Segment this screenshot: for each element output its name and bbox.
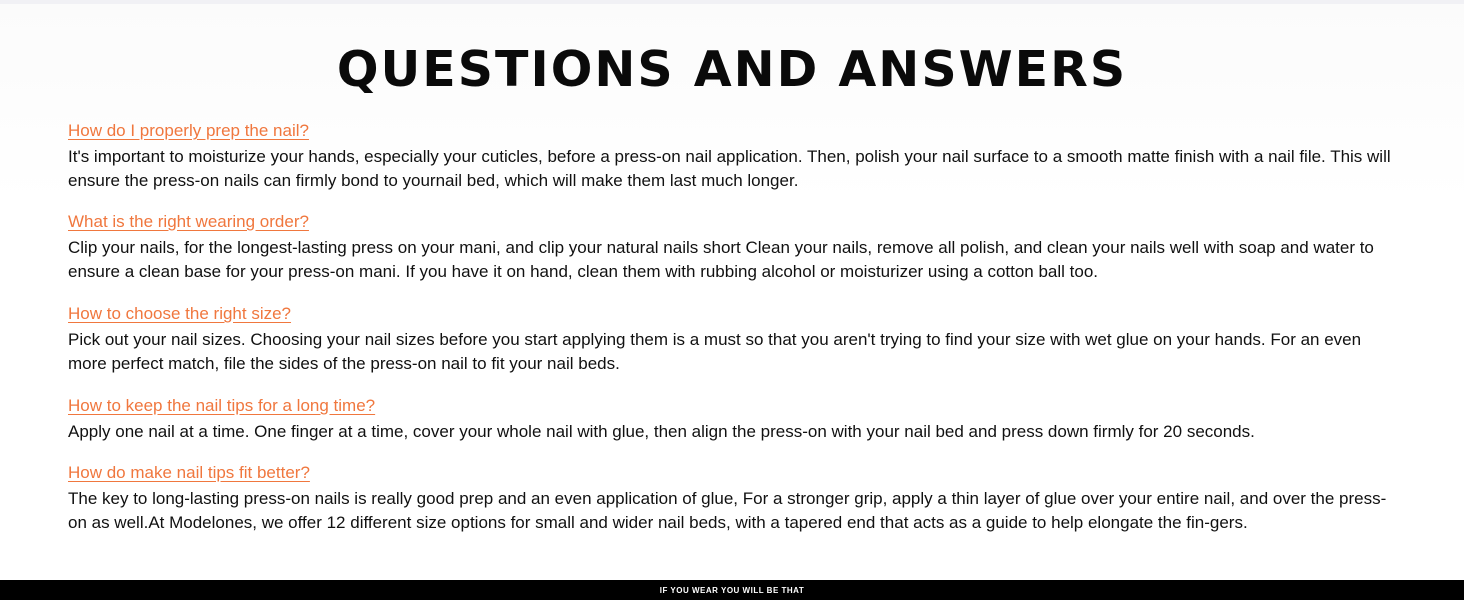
qa-item [68, 210, 1404, 302]
qa-question-link[interactable]: How to keep the nail tips for a long time? [68, 396, 376, 415]
qa-item [68, 394, 1404, 461]
qa-question-link[interactable]: How do I properly prep the nail? [68, 121, 309, 140]
qa-question-link[interactable]: How to choose the right size? [68, 304, 292, 323]
footer-banner [0, 580, 1464, 600]
qa-answer: It's important to moisturize your hands, especially your cuticles, before a press-on nail application. Then, polish your nail surface to a smooth matte finish with a nail file. This will ensure the press-on nails can firmly bond to yournail bed, which will make them last much longer. [68, 147, 1391, 190]
qa-list [68, 119, 1404, 535]
qa-answer: Clip your nails, for the longest-lasting press on your mani, and clip your natural nails short Clean your nails, remove all polish, and clean your nails well with soap and water to ensure a clean base for your press-on mani. If you have it on hand, clean them with rubbing alcohol or moisturizer using a cotton ball too. [68, 238, 1374, 281]
qa-item [68, 119, 1404, 210]
qa-question-link[interactable]: What is the right wearing order? [68, 212, 309, 231]
qa-item [68, 461, 1404, 535]
qa-question-link[interactable]: How do make nail tips fit better? [68, 463, 310, 482]
footer-slogan: IF YOU WEAR YOU WILL BE THAT [659, 586, 805, 595]
qa-answer: Apply one nail at a time. One finger at a time, cover your whole nail with glue, then align the press-on with your nail bed and press down firmly for 20 seconds. [68, 422, 1255, 441]
qa-answer: Pick out your nail sizes. Choosing your nail sizes before you start applying them is a must so that you aren't trying to find your size with wet glue on your hands. For an even more perfect match, file the sides of the press-on nail to fit your nail beds. [68, 330, 1362, 373]
qa-item [68, 302, 1404, 394]
page-title: QUESTIONS AND ANSWERS [336, 41, 1128, 98]
qa-answer: The key to long-lasting press-on nails is really good prep and an even application of glue, For a stronger grip, apply a thin layer of glue over your entire nail, and over the press-on as well.At Modelones, we offer 12 different size options for small and wider nail beds, with a tapered end that acts as a guide to help elongate the fin-gers. [68, 489, 1387, 532]
